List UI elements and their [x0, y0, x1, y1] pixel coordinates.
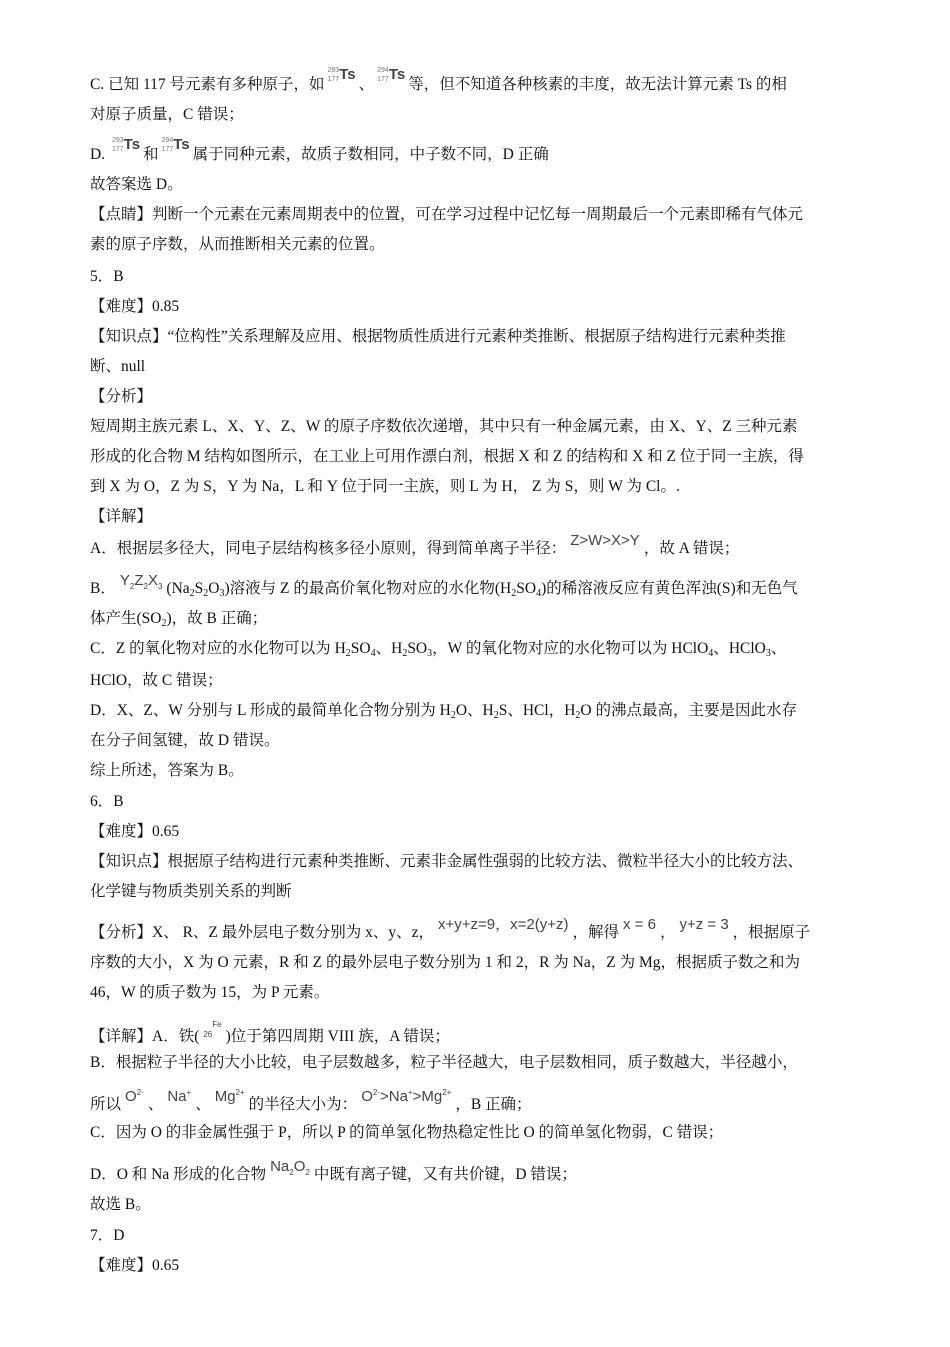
formula-part: +	[407, 1088, 413, 1097]
isotope-numbers	[162, 136, 174, 154]
text-run: D．O 和 Na 形成的化合物	[90, 1166, 267, 1183]
formula-part: O	[580, 702, 592, 719]
text-line	[90, 671, 223, 691]
formula-part: 2+	[235, 1088, 245, 1097]
text-run: A．根据层多径大，同电子层结构核多径小原则，得到简单离子半径：	[90, 540, 567, 557]
text-line	[90, 731, 279, 751]
formula-part: 2	[129, 582, 135, 591]
formula-image	[203, 1020, 221, 1037]
text-run: ，B 正确；	[455, 1096, 532, 1113]
text-line	[90, 447, 804, 467]
text-run: 【难度】0.85	[90, 298, 180, 315]
chemical-formula	[137, 610, 172, 627]
text-run: ，W 的氧化物对应的水化物可以为	[432, 640, 672, 657]
formula-part: 4	[536, 588, 542, 599]
formula-part: Y	[119, 572, 130, 589]
formula-part: H	[334, 640, 346, 657]
formula-image	[623, 916, 656, 933]
text-run: 【分析】X、 R、Z 最外层电子数分别为 x、y、z，	[90, 924, 435, 941]
text-run: 等，但不知道各种核素的丰度，故无法计算元素 Ts 的相	[408, 76, 787, 94]
text-line	[90, 882, 292, 902]
formula-part: S	[194, 580, 204, 597]
formula-part: x = 6	[623, 916, 656, 933]
formula-image	[120, 572, 163, 589]
formula-part: H	[482, 702, 494, 719]
text-run: 、	[713, 640, 729, 657]
text-run: 故答案选 D。	[90, 176, 183, 193]
formula-part: X	[147, 572, 158, 589]
text-run: 、	[375, 640, 392, 657]
formula-part: 2	[402, 648, 408, 659]
formula-part: HClO	[728, 640, 766, 657]
chemical-formula	[729, 640, 771, 657]
formula-part: >Na	[379, 1088, 408, 1105]
chemical-formula	[483, 702, 508, 719]
formula-part: 2	[493, 710, 499, 721]
text-run: C. 已知 117 号元素有多种原子，如	[90, 76, 325, 94]
text-run: 形成的化合物 M 结构如图所示，在工业上可用作漂白剂，根据 X 和 Z 的结构和 X 和 Z 位于同一主族，得	[90, 448, 804, 465]
text-line	[90, 609, 267, 634]
text-run: 中既有离子键，又有共价键，D 错误；	[313, 1166, 577, 1183]
element-symbol: Ts	[339, 66, 356, 83]
formula-part: 3	[157, 582, 163, 591]
isotope-formula	[328, 65, 356, 85]
text-run: )位于第四周期 VIII 族，A 错误；	[225, 1028, 450, 1045]
text-run: D.	[90, 146, 109, 164]
text-run: 、	[770, 640, 787, 657]
text-line	[90, 1226, 124, 1246]
text-run: ，根据原子	[732, 924, 811, 941]
text-run: 、	[147, 1096, 164, 1113]
chemical-formula	[335, 640, 376, 657]
formula-part: 2-	[372, 1088, 380, 1097]
formula-part: +	[186, 1088, 192, 1097]
formula-part: 3	[219, 588, 225, 599]
text-run: ，	[659, 924, 676, 941]
element-symbol: Ts	[388, 66, 406, 83]
text-line	[90, 983, 329, 1003]
text-line	[90, 852, 803, 872]
text-line	[90, 66, 787, 95]
formula-part: (H	[494, 580, 512, 597]
text-line	[90, 953, 800, 973]
chemical-formula	[495, 580, 546, 597]
formula-part: S	[498, 702, 508, 719]
mass-number: 293	[327, 67, 340, 74]
formula-part: 2	[203, 588, 209, 599]
text-run: 【知识点】“位构性”关系理解及应用、根据物质性质进行元素种类推断、根据原子结构进行元素种类推	[90, 328, 786, 345]
element-symbol: Ts	[173, 136, 190, 153]
formula-part: )	[541, 580, 547, 597]
formula-part: 2	[345, 648, 351, 659]
text-run: 的稀溶液反应有黄色浑浊(S)和无色气	[546, 580, 798, 597]
formula-part: H	[439, 702, 451, 719]
formula-image	[679, 916, 728, 933]
formula-part: Z>W>X>Y	[570, 532, 640, 549]
text-run: 6．B	[90, 793, 124, 810]
text-run: 【难度】0.65	[90, 1257, 180, 1274]
formula-part: 2	[511, 588, 517, 599]
formula-part: 3	[765, 648, 771, 659]
atomic-number: 177	[377, 76, 389, 83]
formula-part: H	[391, 640, 403, 657]
text-run: B．	[90, 580, 116, 597]
formula-part: O	[208, 580, 220, 597]
formula-part: H	[564, 702, 576, 719]
text-run: ，故 B 正确；	[171, 610, 268, 627]
text-line	[90, 1195, 151, 1215]
formula-part: 2	[189, 588, 195, 599]
text-run: 【详解】	[90, 508, 153, 525]
chemical-formula	[671, 640, 713, 657]
text-line	[90, 477, 680, 497]
formula-part: )	[224, 580, 230, 597]
formula-part: 26	[203, 1030, 213, 1039]
formula-part: (Na	[166, 580, 190, 597]
text-run: 短周期主族元素 L、X、Y、Z、W 的原子序数依次递增，其中只有一种金属元素，由 X、Y、Z 三种元素	[90, 418, 798, 435]
text-line	[90, 327, 786, 347]
text-run: 、HCl，	[507, 702, 565, 719]
text-run: 、	[195, 1096, 211, 1113]
text-run: 【点睛】判断一个元素在元素周期表中的位置，可在学习过程中记忆每一周期最后一个元素即稀有气体元	[90, 206, 804, 223]
chemical-formula	[564, 702, 591, 719]
formula-part: 2-	[136, 1088, 144, 1097]
mass-number: 294	[161, 137, 174, 144]
formula-image	[167, 1088, 191, 1105]
formula-part: 2	[161, 618, 167, 629]
text-run: 到 X 为 O，Z 为 S，Y 为 Na，L 和 Y 位于同一主族，则 L 为 H， Z 为 S，则 W 为 Cl。.	[90, 478, 680, 495]
text-line	[90, 387, 152, 407]
text-run: 所以	[90, 1096, 122, 1113]
text-run: D．X、Z、W 分别与 L 形成的最简单化合物分别为	[90, 702, 440, 719]
text-run: 【分析】	[90, 388, 153, 405]
text-line	[90, 417, 798, 437]
formula-part: SO	[407, 640, 428, 657]
text-line	[90, 1020, 450, 1053]
formula-part: O	[361, 1088, 373, 1105]
text-run: 5．B	[90, 268, 124, 285]
text-run: 的半径大小为：	[248, 1096, 358, 1113]
isotope-formula	[162, 135, 190, 155]
text-line	[90, 175, 183, 195]
text-run: 属于同种元素，故质子数相同，中子数不同，D 正确	[192, 146, 549, 164]
text-run: B．根据粒子半径的大小比较，电子层数越多，粒子半径越大，电子层数相同，质子数越大，半径越小，	[90, 1054, 798, 1071]
text-line	[90, 639, 786, 664]
text-run: 在分子间氢键，故 D 错误。	[90, 732, 280, 749]
text-line	[90, 792, 124, 812]
formula-image	[361, 1088, 451, 1105]
atomic-number: 177	[111, 146, 124, 153]
text-run: 素的原子序数，从而推断相关元素的位置。	[90, 236, 385, 253]
text-line	[90, 235, 385, 255]
formula-image	[125, 1088, 144, 1105]
formula-part: 2	[289, 1168, 294, 1177]
formula-part: Na	[167, 1088, 187, 1105]
text-run: 的沸点最高，主要是因此水存	[591, 702, 797, 719]
formula-part: Mg	[214, 1088, 236, 1105]
text-line	[90, 1158, 577, 1191]
chemical-formula	[440, 702, 467, 719]
text-line	[90, 532, 740, 559]
formula-part: Na	[270, 1158, 290, 1175]
formula-part: 3	[427, 648, 433, 659]
text-line	[90, 572, 798, 605]
mass-number: 294	[377, 67, 389, 74]
chemical-formula	[166, 580, 229, 597]
formula-part: SO	[350, 640, 371, 657]
text-line	[90, 761, 244, 781]
formula-part: )	[166, 610, 172, 627]
text-run: 体产生	[90, 610, 137, 627]
text-run: 7．D	[90, 1227, 125, 1244]
text-run: 综上所述，答案为 B。	[90, 762, 244, 779]
formula-image	[570, 532, 640, 549]
formula-part: 2	[575, 710, 581, 721]
mass-number: 293	[111, 137, 124, 144]
formula-part: O	[455, 702, 468, 719]
text-run: 46，W 的质子数为 15，为 P 元素。	[90, 984, 330, 1001]
text-run: ，解得	[572, 924, 620, 941]
isotope-formula	[377, 65, 405, 85]
formula-image	[215, 1088, 245, 1105]
formula-part: x+y+z=9，x=2(y+z)	[438, 916, 569, 933]
text-run: 、	[358, 76, 375, 94]
text-line	[90, 1123, 723, 1143]
formula-part: y+z = 3	[679, 916, 729, 933]
text-line	[90, 136, 549, 165]
formula-part: Z	[134, 572, 144, 589]
text-line	[90, 105, 244, 125]
formula-part: SO	[516, 580, 537, 597]
formula-part: 2	[143, 582, 148, 591]
formula-part: 4	[370, 648, 376, 659]
text-run: 对原子质量，C 错误；	[90, 106, 244, 123]
text-run: C．Z 的氧化物对应的水化物可以为	[90, 640, 335, 657]
formula-part: O	[293, 1158, 306, 1175]
text-line	[90, 205, 803, 225]
formula-part: 2	[450, 710, 456, 721]
formula-part: HClO	[671, 640, 709, 657]
text-run: 【知识点】根据原子结构进行元素种类推断、元素非金属性强弱的比较方法、微粒半径大小的比较方法、	[90, 853, 804, 870]
text-run: HClO，故 C 错误；	[90, 672, 223, 689]
text-run: ，故 A 错误；	[643, 540, 740, 557]
text-line	[90, 1256, 179, 1276]
formula-part: (SO	[136, 610, 162, 627]
text-run: C．因为 O 的非金属性强于 P，所以 P 的简单氢化物热稳定性比 O 的简单氢化物弱，C 错误；	[90, 1124, 724, 1141]
text-run: 序数的大小，X 为 O 元素，R 和 Z 的最外层电子数分别为 1 和 2，R 为 Na，Z 为 Mg，根据质子数之和为	[90, 954, 800, 971]
formula-part: O	[125, 1088, 137, 1105]
text-run: 、	[467, 702, 483, 719]
text-run: 【难度】0.65	[90, 823, 180, 840]
formula-image	[270, 1158, 310, 1175]
formula-image	[438, 916, 568, 933]
isotope-numbers	[112, 136, 124, 154]
formula-part: 4	[708, 648, 714, 659]
formula-part: Fe	[212, 1020, 222, 1029]
text-run: 【详解】A．铁(	[90, 1028, 200, 1045]
text-line	[90, 1053, 798, 1073]
text-run: 化学键与物质类别关系的判断	[90, 883, 292, 900]
text-line	[90, 297, 179, 317]
text-run: 断、null	[90, 358, 146, 375]
text-line	[90, 267, 124, 287]
atomic-number: 177	[327, 76, 340, 83]
chemical-formula	[391, 640, 432, 657]
formula-part: >Mg	[412, 1088, 443, 1105]
formula-part: 2	[305, 1168, 310, 1177]
text-line	[90, 357, 145, 377]
text-line	[90, 701, 797, 726]
text-line	[90, 916, 811, 943]
isotope-numbers	[328, 66, 340, 84]
text-run: 和	[143, 146, 159, 164]
text-run: 故选 B。	[90, 1196, 151, 1213]
isotope-formula	[112, 135, 140, 155]
text-run: 溶液与 Z 的最高价氧化物对应的水化物	[229, 580, 495, 597]
element-symbol: Ts	[123, 136, 141, 153]
text-line	[90, 507, 152, 527]
text-line	[90, 822, 179, 842]
formula-part: 2+	[442, 1088, 452, 1097]
isotope-numbers	[377, 66, 389, 84]
atomic-number: 177	[161, 146, 174, 153]
text-line	[90, 1088, 532, 1115]
